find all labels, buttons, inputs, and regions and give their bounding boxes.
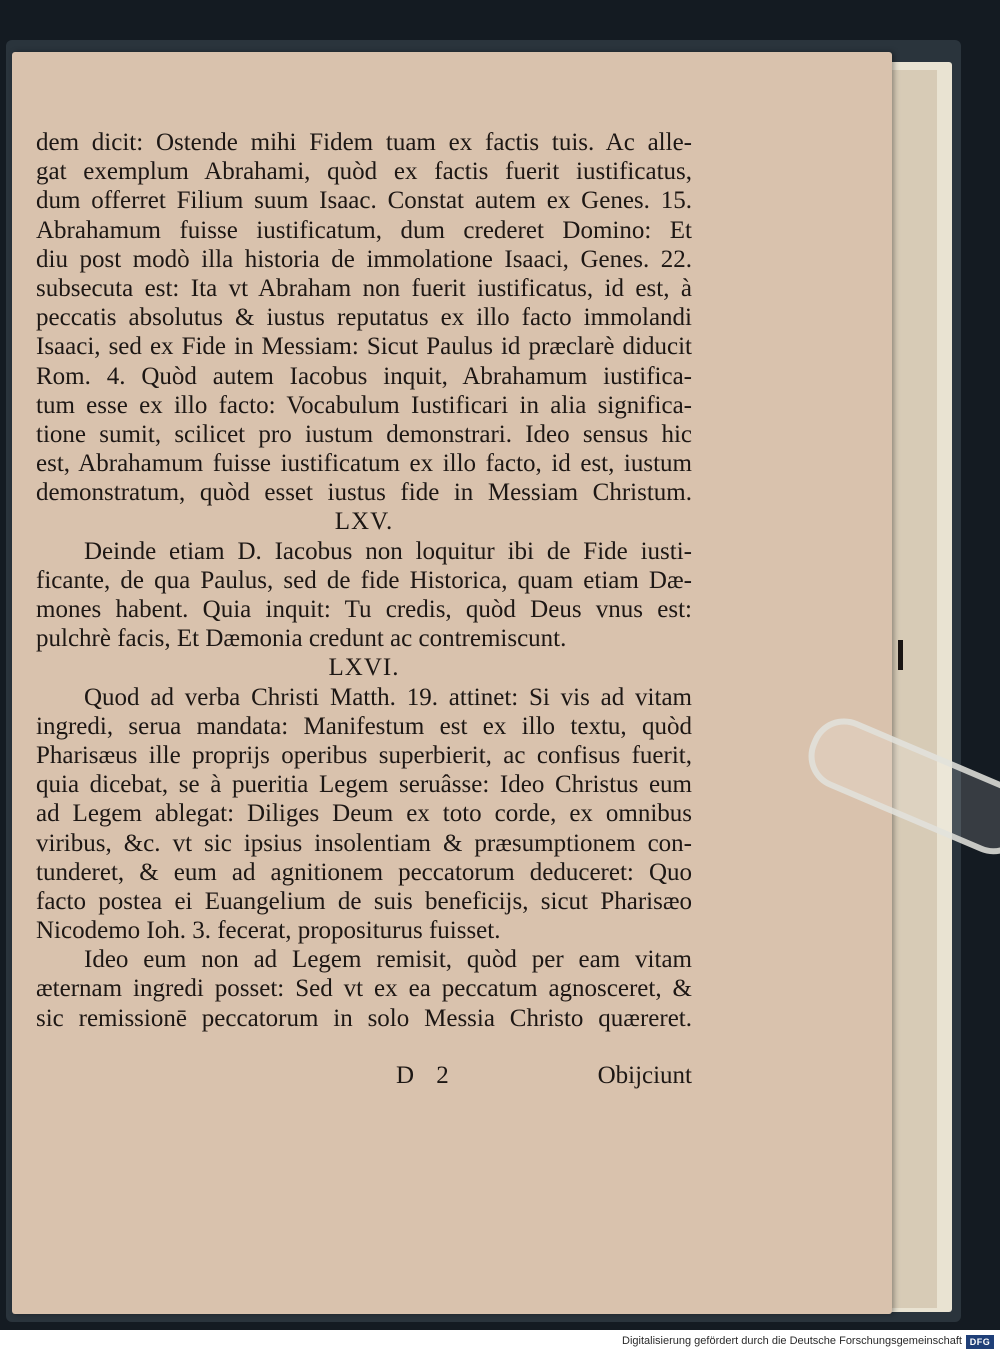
text-line-24: ad Legem ablegat: Diliges Deum ex toto corde, ex omnibus: [36, 800, 692, 828]
text-line-5: diu post modò illa historia de immolatione Isaaci, Genes. 22.: [36, 245, 692, 273]
text-line-29: Ideo eum non ad Legem remisit, quòd per eam vitam: [84, 946, 692, 974]
text-line-26: tunderet, & eum ad agnitionem peccatorum deduceret: Quo: [36, 858, 692, 886]
funding-credit: Digitalisierung gefördert durch die Deutsche Forschungsgemeinschaft: [622, 1335, 962, 1347]
clip-shadow-mark: [898, 640, 903, 670]
text-line-12: est, Abrahamum fuisse iustificatum ex illo facto, id est, iustum: [36, 450, 692, 478]
text-line-8: Isaaci, sed ex Fide in Messiam: Sicut Paulus id præclarè diducit: [36, 333, 692, 361]
text-line-23: quia dicebat, se à pueritia Legem seruâsse: Ideo Christus eum: [36, 771, 692, 799]
text-line-28: Nicodemo Ioh. 3. fecerat, propositurus fuisset.: [36, 917, 501, 945]
text-line-10: tum esse ex illo facto: Vocabulum Iustificari in alia significa-: [36, 391, 692, 419]
text-line-21: ingredi, serua mandata: Manifestum est ex illo textu, quòd: [36, 712, 692, 740]
text-line-27: facto postea ei Euangelium de suis beneficijs, sicut Pharisæo: [36, 887, 692, 915]
text-line-11: tione sumit, scilicet pro iustum demonstrari. Ideo sensus hic: [36, 420, 692, 448]
text-line-6: subsecuta est: Ita vt Abraham non fuerit iustificatus, id est, à: [36, 274, 692, 302]
page-footer: [36, 1061, 692, 1091]
book-page: [12, 52, 892, 1314]
text-line-7: peccatis absolutus & iustus reputatus ex illo facto immolandi: [36, 304, 692, 332]
text-line-25: viribus, &c. vt sic ipsius insolentiam & præsumptionem con-: [36, 829, 692, 857]
text-line-30: æternam ingredi posset: Sed vt ex ea peccatum agnosceret, &: [36, 975, 692, 1003]
text-line-31: sic remissionē peccatorum in solo Messia Christo quæreret.: [36, 1004, 692, 1032]
signature-mark: D 2: [396, 1062, 457, 1089]
text-line-22: Pharisæus ille proprijs operibus superbierit, ac confisus fuerit,: [36, 741, 692, 769]
text-line-17: mones habent. Quia inquit: Tu credis, quòd Deus vnus est:: [36, 596, 692, 623]
text-line-2: gat exemplum Abrahami, quòd ex factis fuerit iustificatus,: [36, 158, 692, 186]
credit-bar: [0, 1332, 1000, 1354]
catchword: Obijciunt: [597, 1062, 692, 1089]
text-line-1: dem dicit: Ostende mihi Fidem tuam ex factis tuis. Ac alle-: [36, 129, 692, 156]
text-line-3: dum offerret Filium suum Isaac. Constat autem ex Genes. 15.: [36, 187, 692, 215]
text-line-9: Rom. 4. Quòd autem Iacobus inquit, Abrahamum iustifica-: [36, 362, 692, 390]
text-line-4: Abrahamum fuisse iustificatum, dum crederet Domino: Et: [36, 216, 692, 244]
dfg-logo-icon: DFG: [966, 1335, 994, 1349]
text-line-20: Quod ad verba Christi Matth. 19. attinet: Si vis ad vitam: [84, 683, 692, 711]
text-line-15: Deinde etiam D. Iacobus non loquitur ibi de Fide iusti-: [84, 537, 692, 565]
text-line-16: ficante, de qua Paulus, sed de fide Historica, quam etiam Dæ-: [36, 566, 692, 594]
section-heading-lxv: LXV.: [334, 508, 394, 536]
page-text-block: [36, 128, 692, 1033]
text-line-18: pulchrè facis, Et Dæmonia credunt ac contremiscunt.: [36, 625, 567, 653]
text-line-13: demonstratum, quòd esset iustus fide in Messiam Christum.: [36, 479, 692, 507]
section-heading-lxvi: LXVI.: [328, 654, 400, 682]
